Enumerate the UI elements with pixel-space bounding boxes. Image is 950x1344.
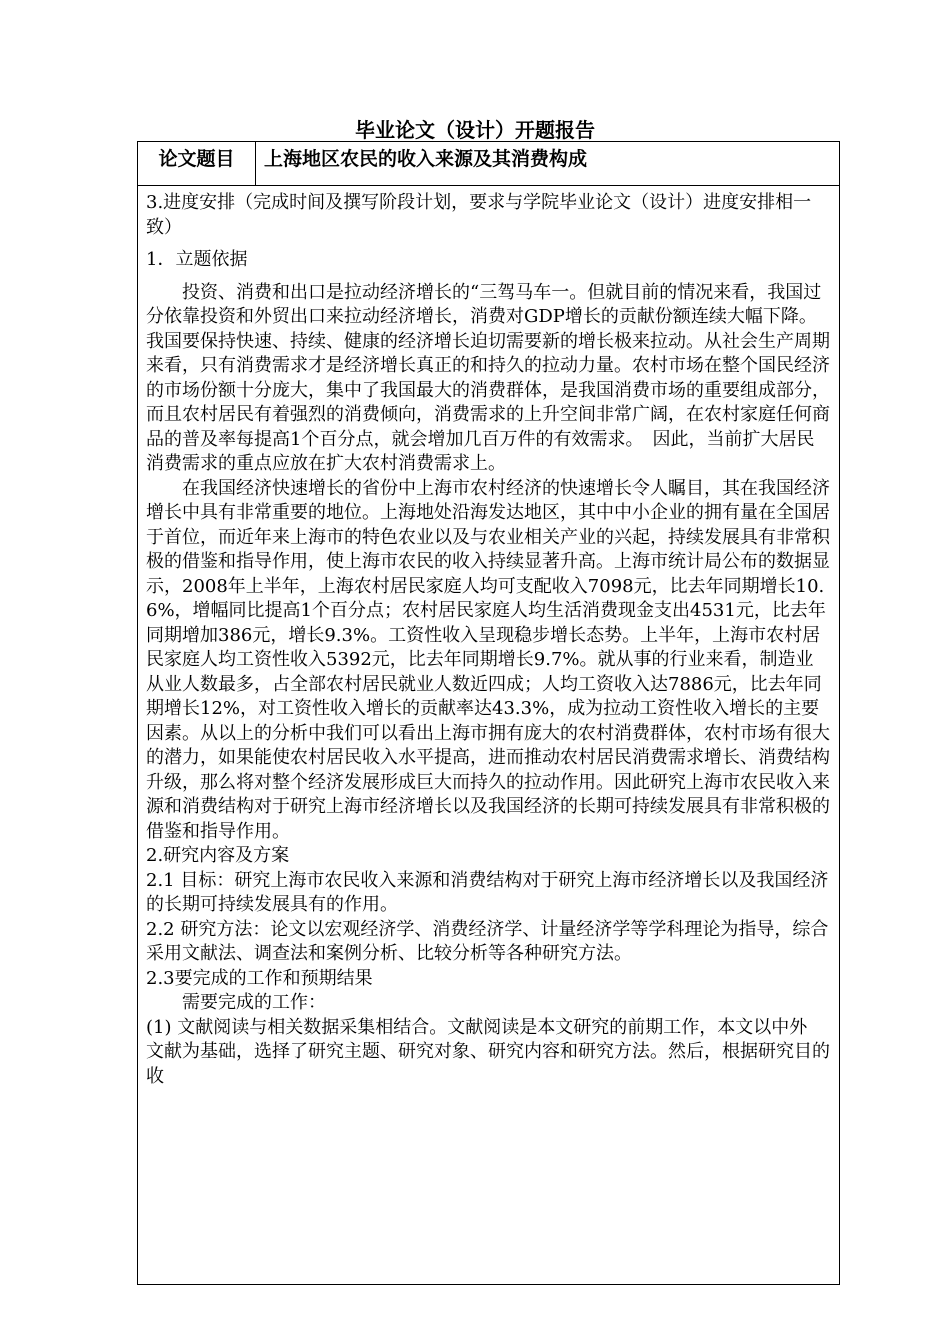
topic-row <box>138 142 840 186</box>
paragraph-1: 投资、消费和出口是拉动经济增长的“三驾马车一。但就目前的情况来看，我国过分依靠投资和外贸出口来拉动经济增长，消费对GDP增长的贡献份额连续大幅下降。我国要保持快速、持续、健康的经济增长迫切需要新的增长极来拉动。从社会生产周期来看，只有消费需求才是经济增长真正的和持久的拉动力量。农村市场在整个国民经济的市场份额十分庞大，集中了我国最大的消费群体，是我国消费市场的重要组成部分，而且农村居民有着强烈的消费倾向，消费需求的上升空间非常广阔，在农村家庭任何商品的普及率每提高1个百分点，就会增加几百万件的有效需求。 因此，当前扩大居民消费需求的重点应放在扩大农村消费需求上。 <box>146 281 830 474</box>
work-heading: 2.3要完成的工作和预期结果 <box>146 967 373 989</box>
work-item-1: (1) 文献阅读与相关数据采集相结合。文献阅读是本文研究的前期工作，本文以中外 <box>146 1016 808 1038</box>
topic-value: 上海地区农民的收入来源及其消费构成 <box>256 142 840 186</box>
section1-heading: 1．立题依据 <box>146 249 248 270</box>
method-text: 2.2 研究方法：论文以宏观经济学、消费经济学、计量经济学等学科理论为指导，综合采用文献法、调查法和案例分析、比较分析等各种研究方法。 <box>146 918 829 964</box>
report-title: 毕业论文（设计）开题报告 <box>355 118 595 142</box>
topic-label: 论文题目 <box>138 142 256 186</box>
work-item-1-continued: 文献为基础，选择了研究主题、研究对象、研究内容和研究方法。然后，根据研究目的收 <box>146 1041 830 1087</box>
content-row <box>138 186 840 1285</box>
schedule-heading: 3.进度安排（完成时间及撰写阶段计划，要求与学院毕业论文（设计）进度安排相一致） <box>146 192 812 238</box>
content-cell <box>138 186 840 1285</box>
goal-text: 2.1 目标：研究上海市农民收入来源和消费结构对于研究上海市经济增长以及我国经济的长期可持续发展具有的作用。 <box>146 869 829 915</box>
paragraph-2: 在我国经济快速增长的省份中上海市农村经济的快速增长令人瞩目，其在我国经济增长中具有非常重要的地位。上海地处沿海发达地区，其中中小企业的拥有量在全国居于首位，而近年来上海市的特色农业以及与农业相关产业的兴起，持续发展具有非常积极的借鉴和指导作用，使上海市农民的收入持续显著升高。上海市统计局公布的数据显示，2008年上半年，上海农村居民家庭人均可支配收入7098元，比去年同期增长10.6%，增幅同比提高1个百分点；农村居民家庭人均生活消费现金支出4531元，比去年同期增加386元，增长9.3%。工资性收入呈现稳步增长态势。上半年，上海市农村居民家庭人均工资性收入5392元，比去年同期增长9.7%。就从事的行业来看，制造业从业人数最多，占全部农村居民就业人数近四成；人均工资收入达7886元，比去年同期增长12%，对工资性收入增长的贡献率达43.3%，成为拉动工资性收入增长的主要因素。从以上的分析中我们可以看出上海市拥有庞大的农村消费群体，农村市场有很大的潜力，如果能使农村居民收入水平提高，进而推动农村居民消费需求增长、消费结构升级，那么将对整个经济发展形成巨大而持久的拉动作用。因此研究上海市农民收入来源和消费结构对于研究上海市经济增长以及我国经济的长期可持续发展具有非常积极的借鉴和指导作用。 <box>146 477 830 842</box>
work-subheading: 需要完成的工作： <box>182 992 326 1013</box>
section2-heading: 2.研究内容及方案 <box>146 845 290 866</box>
report-table <box>137 141 840 1285</box>
